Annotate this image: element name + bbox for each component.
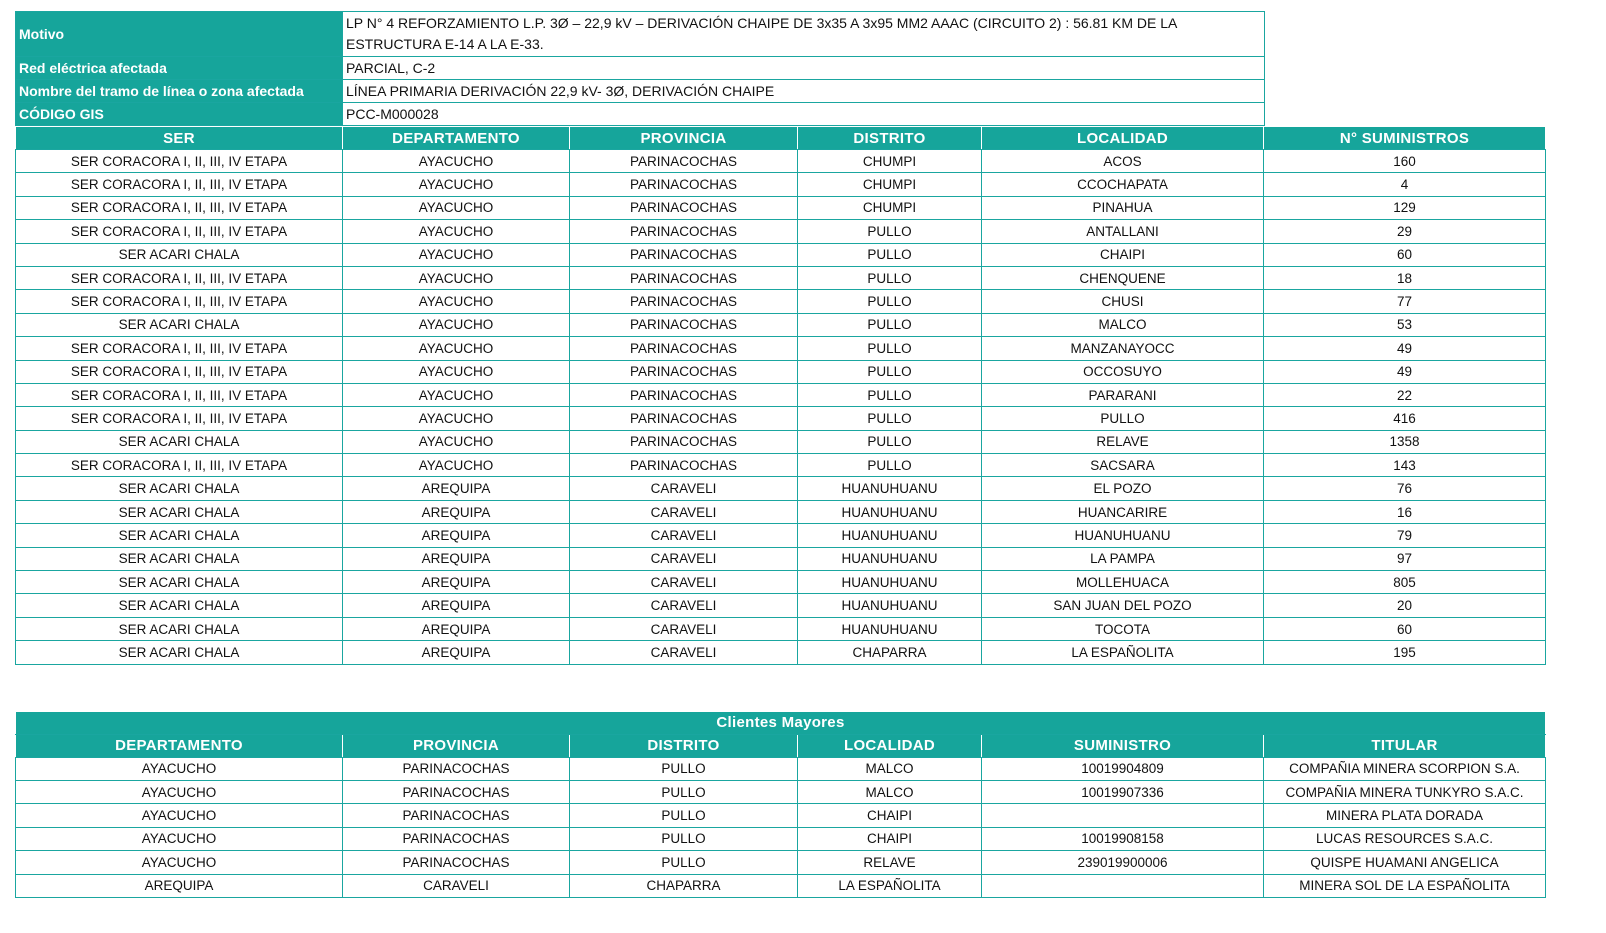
info-row-tramo	[16, 80, 1265, 103]
table-cell: PARINACOCHAS	[570, 243, 798, 266]
table-row	[16, 243, 1546, 266]
table-cell: SACSARA	[982, 454, 1264, 477]
table-cell: 239019900006	[982, 851, 1264, 874]
suministros-header-0: SER	[16, 127, 343, 150]
table-cell: AREQUIPA	[343, 617, 570, 640]
table-cell: PARINACOCHAS	[343, 804, 570, 827]
table-row	[16, 851, 1546, 874]
info-table	[15, 11, 1265, 126]
table-cell: AYACUCHO	[343, 266, 570, 289]
table-cell: 29	[1264, 220, 1546, 243]
tramo-label: Nombre del tramo de línea o zona afectada	[16, 80, 343, 103]
table-cell: PULLO	[570, 757, 798, 780]
clientes-title: Clientes Mayores	[16, 711, 1546, 734]
table-cell: SER CORACORA I, II, III, IV ETAPA	[16, 220, 343, 243]
table-cell: PULLO	[982, 407, 1264, 430]
table-cell: PULLO	[798, 454, 982, 477]
suministros-header-2: PROVINCIA	[570, 127, 798, 150]
table-cell: PULLO	[798, 337, 982, 360]
table-cell: ACOS	[982, 150, 1264, 173]
table-row	[16, 150, 1546, 173]
table-cell: HUANUHUANU	[798, 524, 982, 547]
table-cell: AREQUIPA	[343, 571, 570, 594]
suministros-header-row	[16, 127, 1546, 150]
table-cell: PARINACOCHAS	[570, 360, 798, 383]
red-label: Red eléctrica afectada	[16, 57, 343, 80]
table-cell: AYACUCHO	[343, 290, 570, 313]
table-cell: QUISPE HUAMANI ANGELICA	[1264, 851, 1546, 874]
table-cell: CARAVELI	[570, 571, 798, 594]
table-cell	[982, 804, 1264, 827]
table-cell: 10019904809	[982, 757, 1264, 780]
table-cell: RELAVE	[982, 430, 1264, 453]
table-cell: SER CORACORA I, II, III, IV ETAPA	[16, 383, 343, 406]
table-cell: LA PAMPA	[982, 547, 1264, 570]
table-cell: AYACUCHO	[343, 220, 570, 243]
table-cell: HUANUHUANU	[798, 477, 982, 500]
table-cell: HUANUHUANU	[798, 500, 982, 523]
table-cell: 77	[1264, 290, 1546, 313]
table-cell: AYACUCHO	[343, 243, 570, 266]
table-cell: PULLO	[570, 851, 798, 874]
table-cell: AYACUCHO	[343, 383, 570, 406]
suministros-header-5: N° SUMINISTROS	[1264, 127, 1546, 150]
table-cell: PARINACOCHAS	[570, 337, 798, 360]
table-cell: PULLO	[798, 266, 982, 289]
clientes-title-row	[16, 711, 1546, 734]
table-cell: 16	[1264, 500, 1546, 523]
table-cell: SER CORACORA I, II, III, IV ETAPA	[16, 337, 343, 360]
table-cell: SER ACARI CHALA	[16, 243, 343, 266]
table-row	[16, 874, 1546, 897]
table-row	[16, 407, 1546, 430]
table-cell: HUANUHUANU	[798, 617, 982, 640]
table-row	[16, 290, 1546, 313]
table-cell: PARARANI	[982, 383, 1264, 406]
table-cell: CHAPARRA	[798, 641, 982, 664]
table-cell: SER CORACORA I, II, III, IV ETAPA	[16, 266, 343, 289]
table-cell: AYACUCHO	[16, 780, 343, 803]
table-cell: SER ACARI CHALA	[16, 524, 343, 547]
table-cell: LA ESPAÑOLITA	[798, 874, 982, 897]
table-cell: AYACUCHO	[343, 196, 570, 219]
table-cell: PARINACOCHAS	[570, 266, 798, 289]
table-cell: MOLLEHUACA	[982, 571, 1264, 594]
table-cell: 97	[1264, 547, 1546, 570]
table-cell: SER CORACORA I, II, III, IV ETAPA	[16, 196, 343, 219]
table-cell: AYACUCHO	[343, 360, 570, 383]
table-cell: CHENQUENE	[982, 266, 1264, 289]
table-cell: MALCO	[982, 313, 1264, 336]
table-cell: AYACUCHO	[16, 851, 343, 874]
table-row	[16, 757, 1546, 780]
table-cell: PARINACOCHAS	[343, 827, 570, 850]
table-cell: 60	[1264, 243, 1546, 266]
clientes-header-4: SUMINISTRO	[982, 734, 1264, 757]
table-cell: 805	[1264, 571, 1546, 594]
table-cell: MANZANAYOCC	[982, 337, 1264, 360]
table-cell: SER CORACORA I, II, III, IV ETAPA	[16, 454, 343, 477]
gis-value: PCC-M000028	[343, 103, 1265, 126]
table-cell: AYACUCHO	[343, 337, 570, 360]
table-cell: AREQUIPA	[343, 524, 570, 547]
table-cell: PARINACOCHAS	[570, 383, 798, 406]
suministros-header-3: DISTRITO	[798, 127, 982, 150]
clientes-header-2: DISTRITO	[570, 734, 798, 757]
red-value: PARCIAL, C-2	[343, 57, 1265, 80]
table-cell: SER ACARI CHALA	[16, 500, 343, 523]
table-cell: AYACUCHO	[343, 407, 570, 430]
table-row	[16, 571, 1546, 594]
table-cell: PULLO	[798, 430, 982, 453]
table-cell: PARINACOCHAS	[570, 313, 798, 336]
table-cell: SER ACARI CHALA	[16, 641, 343, 664]
table-cell: PARINACOCHAS	[570, 454, 798, 477]
table-cell: CARAVELI	[343, 874, 570, 897]
table-cell: SER ACARI CHALA	[16, 571, 343, 594]
info-row-red	[16, 57, 1265, 80]
table-cell: 416	[1264, 407, 1546, 430]
table-cell: SAN JUAN DEL POZO	[982, 594, 1264, 617]
table-cell: SER CORACORA I, II, III, IV ETAPA	[16, 173, 343, 196]
table-cell: PARINACOCHAS	[570, 290, 798, 313]
table-cell: 129	[1264, 196, 1546, 219]
table-cell: PULLO	[798, 407, 982, 430]
table-cell: 160	[1264, 150, 1546, 173]
table-cell: PULLO	[798, 360, 982, 383]
table-row	[16, 524, 1546, 547]
motivo-value: LP N° 4 REFORZAMIENTO L.P. 3Ø – 22,9 kV – DERIVACIÓN CHAIPE DE 3x35 A 3x95 MM2 AAAC (CIRCUITO 2) : 56.81 KM DE LA ESTRUCTURA E-14 A LA E-33.	[343, 12, 1265, 57]
table-cell: AYACUCHO	[343, 430, 570, 453]
table-row	[16, 313, 1546, 336]
table-cell: HUANUHUANU	[798, 571, 982, 594]
table-row	[16, 477, 1546, 500]
table-cell: CHUSI	[982, 290, 1264, 313]
suministros-header-4: LOCALIDAD	[982, 127, 1264, 150]
table-cell: CHAPARRA	[570, 874, 798, 897]
gis-label: CÓDIGO GIS	[16, 103, 343, 126]
table-cell: LA ESPAÑOLITA	[982, 641, 1264, 664]
table-cell: AYACUCHO	[16, 804, 343, 827]
table-cell	[982, 874, 1264, 897]
table-cell: MALCO	[798, 757, 982, 780]
table-cell: PULLO	[798, 383, 982, 406]
table-cell: EL POZO	[982, 477, 1264, 500]
table-cell: HUANUHUANU	[982, 524, 1264, 547]
table-cell: SER ACARI CHALA	[16, 617, 343, 640]
clientes-header-0: DEPARTAMENTO	[16, 734, 343, 757]
table-cell: AYACUCHO	[343, 173, 570, 196]
table-cell: SER CORACORA I, II, III, IV ETAPA	[16, 360, 343, 383]
table-cell: MINERA PLATA DORADA	[1264, 804, 1546, 827]
table-cell: SER CORACORA I, II, III, IV ETAPA	[16, 150, 343, 173]
table-cell: MINERA SOL DE LA ESPAÑOLITA	[1264, 874, 1546, 897]
table-row	[16, 173, 1546, 196]
table-row	[16, 547, 1546, 570]
table-cell: CHUMPI	[798, 196, 982, 219]
table-row	[16, 594, 1546, 617]
table-cell: CHUMPI	[798, 150, 982, 173]
table-cell: 4	[1264, 173, 1546, 196]
table-cell: 60	[1264, 617, 1546, 640]
table-cell: 18	[1264, 266, 1546, 289]
motivo-label: Motivo	[16, 12, 343, 57]
table-row	[16, 196, 1546, 219]
table-cell: CHAIPI	[798, 804, 982, 827]
table-row	[16, 804, 1546, 827]
table-cell: SER ACARI CHALA	[16, 313, 343, 336]
table-cell: SER ACARI CHALA	[16, 594, 343, 617]
table-row	[16, 337, 1546, 360]
table-cell: PULLO	[798, 220, 982, 243]
table-row	[16, 383, 1546, 406]
table-cell: AYACUCHO	[343, 454, 570, 477]
table-cell: CHAIPI	[982, 243, 1264, 266]
table-row	[16, 500, 1546, 523]
table-cell: AYACUCHO	[16, 827, 343, 850]
table-cell: CHUMPI	[798, 173, 982, 196]
table-cell: PARINACOCHAS	[570, 407, 798, 430]
clientes-header-5: TITULAR	[1264, 734, 1546, 757]
suministros-body	[16, 150, 1546, 665]
table-cell: 76	[1264, 477, 1546, 500]
table-cell: 53	[1264, 313, 1546, 336]
clientes-mayores-table	[15, 711, 1546, 898]
table-cell: PARINACOCHAS	[343, 780, 570, 803]
table-row	[16, 454, 1546, 477]
table-cell: 195	[1264, 641, 1546, 664]
table-cell: CCOCHAPATA	[982, 173, 1264, 196]
table-row	[16, 220, 1546, 243]
table-cell: PARINACOCHAS	[570, 173, 798, 196]
table-cell: LUCAS RESOURCES S.A.C.	[1264, 827, 1546, 850]
table-cell: AREQUIPA	[343, 641, 570, 664]
table-cell: PARINACOCHAS	[343, 851, 570, 874]
table-cell: SER ACARI CHALA	[16, 547, 343, 570]
table-cell: CARAVELI	[570, 594, 798, 617]
table-cell: PULLO	[570, 804, 798, 827]
table-cell: PINAHUA	[982, 196, 1264, 219]
table-cell: AREQUIPA	[343, 594, 570, 617]
table-cell: PARINACOCHAS	[570, 430, 798, 453]
table-row	[16, 827, 1546, 850]
table-cell: 79	[1264, 524, 1546, 547]
clientes-header-3: LOCALIDAD	[798, 734, 982, 757]
table-row	[16, 617, 1546, 640]
table-cell: 143	[1264, 454, 1546, 477]
clientes-header-row	[16, 734, 1546, 757]
table-cell: PARINACOCHAS	[570, 150, 798, 173]
table-row	[16, 641, 1546, 664]
table-cell: 49	[1264, 360, 1546, 383]
table-cell: 49	[1264, 337, 1546, 360]
table-cell: HUANUHUANU	[798, 547, 982, 570]
table-cell: AREQUIPA	[343, 547, 570, 570]
suministros-table	[15, 126, 1546, 665]
table-cell: SER ACARI CHALA	[16, 477, 343, 500]
table-cell: 20	[1264, 594, 1546, 617]
table-cell: PULLO	[570, 827, 798, 850]
table-cell: AYACUCHO	[343, 313, 570, 336]
table-row	[16, 780, 1546, 803]
table-cell: PULLO	[798, 290, 982, 313]
table-cell: MALCO	[798, 780, 982, 803]
info-row-motivo	[16, 12, 1265, 57]
table-cell: AREQUIPA	[343, 477, 570, 500]
table-cell: SER ACARI CHALA	[16, 430, 343, 453]
table-row	[16, 266, 1546, 289]
clientes-header-1: PROVINCIA	[343, 734, 570, 757]
table-cell: 10019908158	[982, 827, 1264, 850]
table-cell: CARAVELI	[570, 524, 798, 547]
table-cell: CARAVELI	[570, 547, 798, 570]
table-cell: RELAVE	[798, 851, 982, 874]
clientes-body	[16, 757, 1546, 897]
table-cell: HUANCARIRE	[982, 500, 1264, 523]
table-cell: ANTALLANI	[982, 220, 1264, 243]
table-cell: PULLO	[798, 313, 982, 336]
table-cell: CARAVELI	[570, 617, 798, 640]
table-cell: AREQUIPA	[16, 874, 343, 897]
table-cell: CARAVELI	[570, 500, 798, 523]
tramo-value: LÍNEA PRIMARIA DERIVACIÓN 22,9 kV- 3Ø, DERIVACIÓN CHAIPE	[343, 80, 1265, 103]
table-cell: 1358	[1264, 430, 1546, 453]
table-cell: AYACUCHO	[343, 150, 570, 173]
table-cell: CARAVELI	[570, 641, 798, 664]
table-cell: SER CORACORA I, II, III, IV ETAPA	[16, 407, 343, 430]
info-row-gis	[16, 103, 1265, 126]
table-row	[16, 360, 1546, 383]
document	[15, 11, 1546, 898]
table-row	[16, 430, 1546, 453]
table-cell: PARINACOCHAS	[570, 196, 798, 219]
table-cell: PARINACOCHAS	[570, 220, 798, 243]
table-cell: COMPAÑIA MINERA TUNKYRO S.A.C.	[1264, 780, 1546, 803]
table-cell: TOCOTA	[982, 617, 1264, 640]
table-cell: PARINACOCHAS	[343, 757, 570, 780]
table-cell: PULLO	[570, 780, 798, 803]
table-cell: OCCOSUYO	[982, 360, 1264, 383]
table-cell: 10019907336	[982, 780, 1264, 803]
suministros-header-1: DEPARTAMENTO	[343, 127, 570, 150]
table-cell: COMPAÑIA MINERA SCORPION S.A.	[1264, 757, 1546, 780]
table-cell: 22	[1264, 383, 1546, 406]
table-cell: AYACUCHO	[16, 757, 343, 780]
table-cell: CHAIPI	[798, 827, 982, 850]
table-cell: AREQUIPA	[343, 500, 570, 523]
table-cell: CARAVELI	[570, 477, 798, 500]
table-cell: SER CORACORA I, II, III, IV ETAPA	[16, 290, 343, 313]
table-cell: PULLO	[798, 243, 982, 266]
table-cell: HUANUHUANU	[798, 594, 982, 617]
